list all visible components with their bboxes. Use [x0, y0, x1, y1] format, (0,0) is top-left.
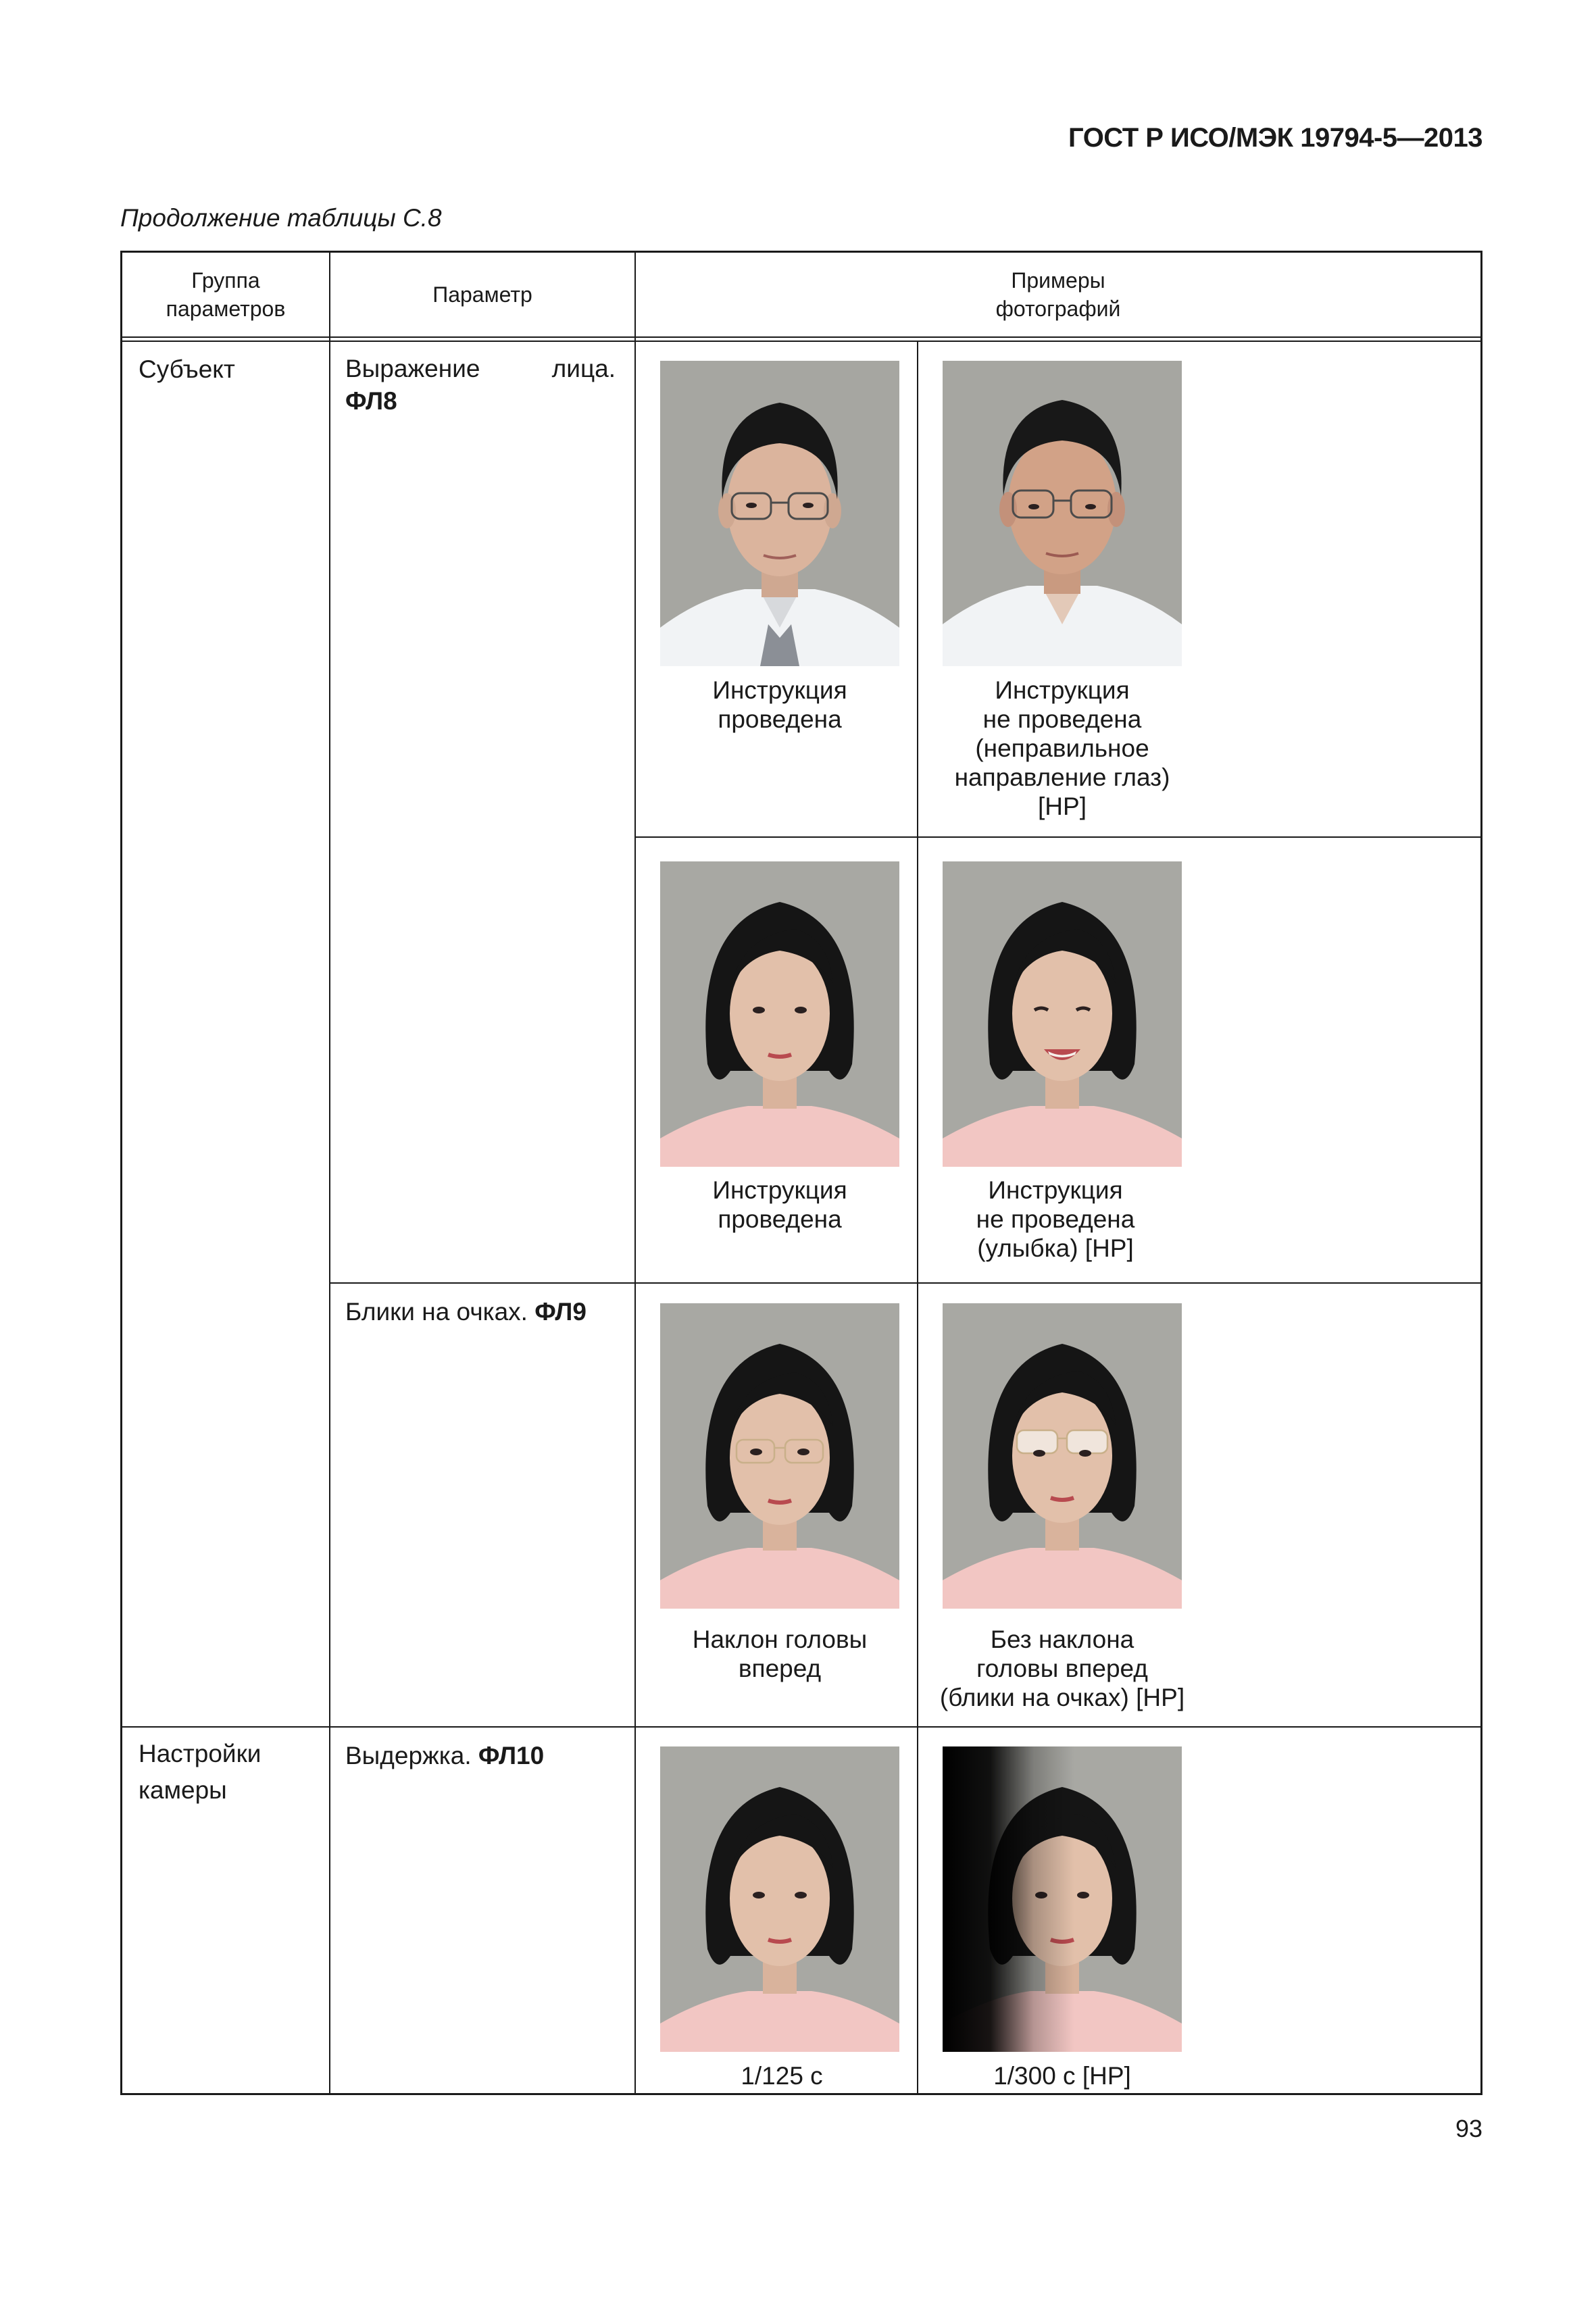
- row-divider-2: [329, 1282, 1480, 1284]
- col-divider-1: [329, 253, 330, 2095]
- header-examples-label: Примеры фотографий: [995, 268, 1121, 321]
- page-number: 93: [1455, 2115, 1482, 2142]
- photo-woman-glasses-glare: [943, 1303, 1182, 1609]
- row-divider-3: [122, 1726, 1480, 1728]
- caption-man-neutral: Инструкция проведена: [712, 676, 847, 733]
- caption-woman-smile: Инструкция не проведена (улыбка) [НР]: [976, 1176, 1135, 1262]
- photo-woman-glasses-head-tilted: [660, 1303, 899, 1609]
- photo-woman-neutral: [660, 861, 899, 1167]
- header-group-label: Группа параметров: [166, 268, 286, 321]
- header-line-2: [122, 341, 1480, 342]
- param-fl8: [345, 353, 616, 418]
- photo-woman-exposure-300: [943, 1746, 1182, 2052]
- header-parameter-label: Параметр: [432, 282, 532, 307]
- group-subject: Субъект: [139, 355, 235, 383]
- caption-exposure-125: 1/125 с: [741, 2062, 823, 2090]
- table-caption: Продолжение таблицы С.8: [120, 204, 442, 232]
- header-parameter: [330, 253, 634, 336]
- param-fl10-code: ФЛ10: [478, 1742, 545, 1769]
- param-fl9-code: ФЛ9: [534, 1298, 587, 1326]
- header-line-1: [122, 336, 1480, 338]
- param-fl9: [345, 1296, 616, 1328]
- caption-woman-neutral: Инструкция проведена: [712, 1176, 847, 1233]
- caption-woman-head-tilted: Наклон головы вперед: [692, 1626, 868, 1682]
- col-divider-2: [634, 253, 636, 2095]
- param-fl8-label: Выражение лица.: [345, 355, 616, 382]
- parameters-table: [120, 251, 1482, 2095]
- photo-woman-smile: [943, 861, 1182, 1167]
- row-divider-1: [634, 836, 1480, 838]
- param-fl8-code: ФЛ8: [345, 387, 397, 415]
- header-examples: [636, 253, 1480, 336]
- photo-man-neutral: [660, 361, 899, 666]
- photo-man-wrong-gaze: [943, 361, 1182, 666]
- document-code: ГОСТ Р ИСО/МЭК 19794-5—2013: [1068, 123, 1482, 153]
- col-divider-3: [917, 341, 918, 2095]
- param-fl10-label: Выдержка.: [345, 1742, 472, 1769]
- caption-man-wrong-gaze: Инструкция не проведена (неправильное направление глаз) [НР]: [954, 676, 1170, 820]
- caption-exposure-300: 1/300 с [НР]: [993, 2062, 1131, 2090]
- photo-woman-exposure-125: [660, 1746, 899, 2052]
- header-group: [122, 253, 329, 336]
- caption-woman-glare: Без наклона головы вперед (блики на очках) [НР]: [939, 1626, 1185, 1711]
- param-fl9-label: Блики на очках.: [345, 1298, 528, 1326]
- param-fl10: [345, 1740, 616, 1772]
- group-camera-settings: Настройки камеры: [139, 1740, 261, 1804]
